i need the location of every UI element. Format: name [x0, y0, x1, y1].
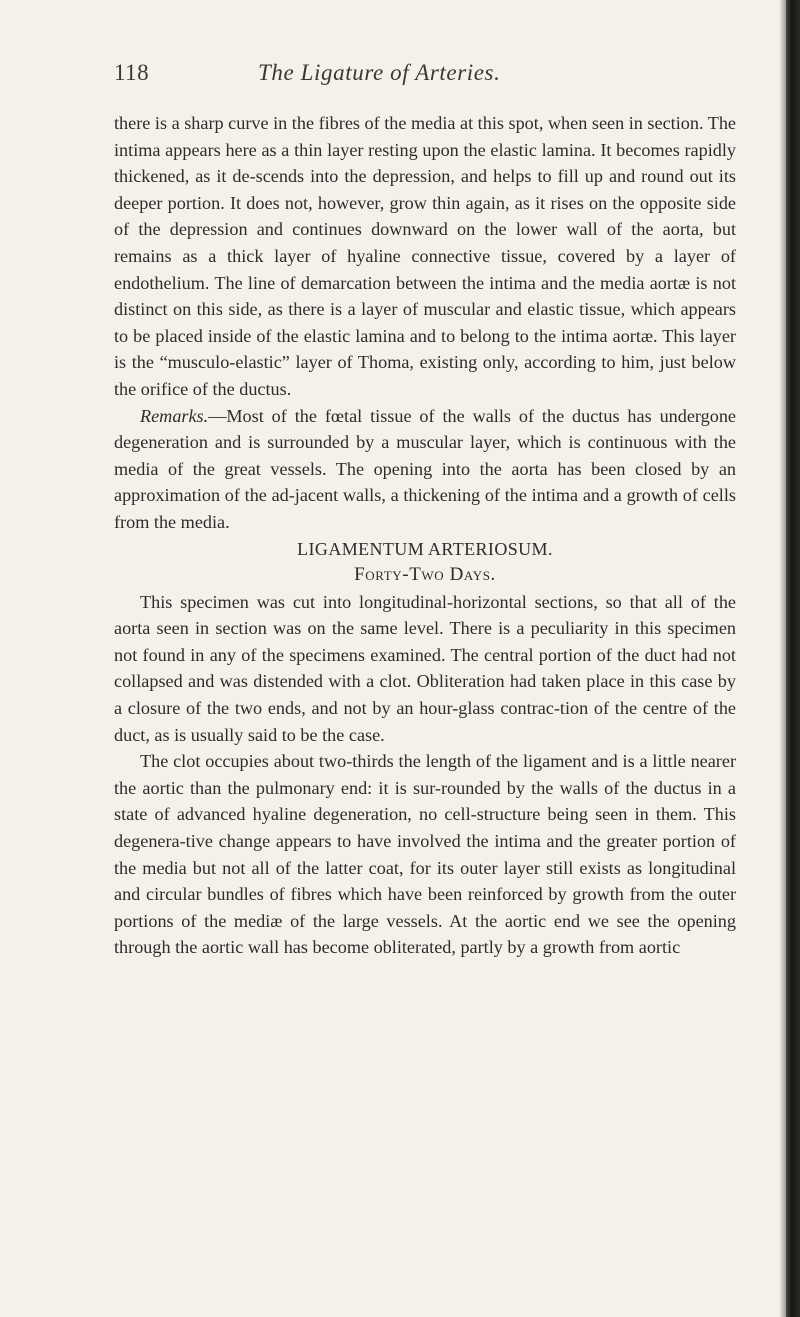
page-header: [0, 60, 800, 92]
running-title: The Ligature of Arteries.: [258, 60, 501, 85]
paragraph-remarks: [114, 403, 736, 536]
remarks-label: Remarks.: [140, 405, 209, 426]
section-title: LIGAMENTUM ARTERIOSUM.: [297, 538, 553, 559]
paragraph-continuation: there is a sharp curve in the fibres of the media at this spot, when seen in section. The intima appears here as a thin layer resting upon the elastic lamina. It becomes rapidly thickened, as it de-scends into the depression, and helps to fill up and round out its deeper portion. It does not, however, grow thin again, as it rises on the opposite side of the depression and continues downward on the lower wall of the aorta, but remains as a thick layer of hyaline connective tissue, covered by a layer of endothelium. The line of demarcation between the intima and the media aortæ is not distinct on this side, as there is a layer of muscular and elastic tissue, which appears to be placed inside of the elastic lamina and to belong to the intima aortæ. This layer is the “musculo-elastic” layer of Thoma, existing only, according to him, just below the orifice of the ductus.: [114, 113, 736, 399]
body-text: [114, 110, 736, 961]
section-subtitle: Forty-Two Days.: [354, 564, 496, 586]
paragraph-clot: The clot occupies about two-thirds the length of the ligament and is a little nearer the aortic than the pulmonary end: it is sur-rounded by the walls of the ductus in a state of advanced hyaline degeneration, no cell-structure being seen in them. This degenera-tive change appears to have involved the intima and the greater portion of the media but not all of the latter coat, for its outer layer still exists as longitudinal and circular bundles of fibres which have been reinforced by growth from the outer portions of the mediæ of the large vessels. At the aortic end we see the opening through the aortic wall has become obliterated, partly by a growth from aortic: [114, 751, 736, 958]
remarks-text: —Most of the fœtal tissue of the walls of the ductus has undergone degeneration and is surrounded by a muscular layer, which is continuous with the media of the great vessels. The opening into the aorta has been closed by an approximation of the ad-jacent walls, a thickening of the intima and a growth of cells from the media.: [114, 405, 736, 532]
paragraph-specimen: This specimen was cut into longitudinal-horizontal sections, so that all of the aorta seen in section was on the same level. There is a peculiarity in this specimen not found in any of the specimens examined. The central portion of the duct had not collapsed and was distended with a clot. Obliteration had taken place in this case by a closure of the two ends, and not by an hour-glass contrac-tion of the centre of the duct, as is usually said to be the case.: [114, 591, 736, 745]
book-binding-edge: [786, 0, 800, 1317]
page-number: 118: [114, 60, 150, 85]
